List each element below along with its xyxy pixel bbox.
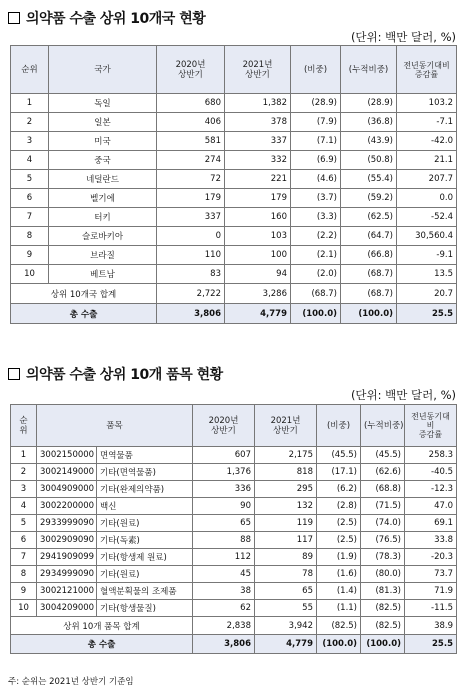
value-2020-cell: 1,376 (193, 464, 255, 481)
value-2021-cell: 3,286 (225, 284, 291, 304)
header-2021h1: 2021년 상반기 (225, 46, 291, 94)
yoy-cell: -7.1 (397, 113, 457, 132)
rank-cell: 5 (11, 515, 37, 532)
table-row (11, 600, 457, 617)
share-cell: (2.5) (317, 532, 361, 549)
value-2021-cell: 3,942 (255, 617, 317, 635)
subtotal-row-label: 상위 10개 품목 합계 (11, 617, 193, 635)
header-yoy: 전년동기대비 증감률 (405, 405, 457, 447)
share-cell: (2.2) (291, 227, 341, 246)
value-2020-cell: 274 (157, 151, 225, 170)
yoy-cell: 38.9 (405, 617, 457, 635)
product-cell: 기타(원료) (97, 566, 193, 583)
table2-title-text: 의약품 수출 상위 10개 품목 현황 (26, 367, 223, 383)
share-cell: (4.6) (291, 170, 341, 189)
hs-code-cell: 3002909090 (37, 532, 97, 549)
value-2021-cell: 332 (225, 151, 291, 170)
share-cell: (6.2) (317, 481, 361, 498)
yoy-cell: 30,560.4 (397, 227, 457, 246)
value-2020-cell: 65 (193, 515, 255, 532)
yoy-cell: 103.2 (397, 94, 457, 113)
value-2020-cell: 406 (157, 113, 225, 132)
header-2020h1: 2020년 상반기 (157, 46, 225, 94)
country-cell: 터키 (49, 208, 157, 227)
value-2021-cell: 119 (255, 515, 317, 532)
product-cell: 기타(항생물질) (97, 600, 193, 617)
table-row (11, 151, 457, 170)
header-yoy: 전년동기대비 증감률 (397, 46, 457, 94)
yoy-cell: 71.9 (405, 583, 457, 600)
value-2020-cell: 336 (193, 481, 255, 498)
value-2020-cell: 3,806 (157, 304, 225, 324)
cumshare-cell: (62.6) (361, 464, 405, 481)
share-cell: (7.9) (291, 113, 341, 132)
yoy-cell: -20.3 (405, 549, 457, 566)
total-row-label: 총 수출 (11, 635, 193, 654)
share-cell: (82.5) (317, 617, 361, 635)
value-2020-cell: 45 (193, 566, 255, 583)
country-cell: 일본 (49, 113, 157, 132)
table-row (11, 170, 457, 189)
share-cell: (68.7) (291, 284, 341, 304)
cumshare-cell: (80.0) (361, 566, 405, 583)
cumshare-cell: (64.7) (341, 227, 397, 246)
hs-code-cell: 3002200000 (37, 498, 97, 515)
country-cell: 미국 (49, 132, 157, 151)
table-row (11, 498, 457, 515)
yoy-cell: 207.7 (397, 170, 457, 189)
product-cell: 기타(독素) (97, 532, 193, 549)
table-row (11, 113, 457, 132)
rank-cell: 8 (11, 227, 49, 246)
value-2020-cell: 2,722 (157, 284, 225, 304)
share-cell: (3.7) (291, 189, 341, 208)
rank-cell: 1 (11, 447, 37, 464)
rank-cell: 2 (11, 113, 49, 132)
share-cell: (2.0) (291, 265, 341, 284)
value-2020-cell: 179 (157, 189, 225, 208)
share-cell: (2.8) (317, 498, 361, 515)
yoy-cell: 258.3 (405, 447, 457, 464)
cumshare-cell: (43.9) (341, 132, 397, 151)
share-cell: (1.6) (317, 566, 361, 583)
yoy-cell: -9.1 (397, 246, 457, 265)
subtotal-row (11, 617, 457, 635)
cumshare-cell: (82.5) (361, 617, 405, 635)
rank-cell: 5 (11, 170, 49, 189)
value-2020-cell: 110 (157, 246, 225, 265)
cumshare-cell: (28.9) (341, 94, 397, 113)
share-cell: (2.1) (291, 246, 341, 265)
header-share: (비중) (291, 46, 341, 94)
rank-cell: 3 (11, 132, 49, 151)
table-row (11, 132, 457, 151)
product-cell: 백신 (97, 498, 193, 515)
value-2020-cell: 88 (193, 532, 255, 549)
product-cell: 기타(항생제 원료) (97, 549, 193, 566)
share-cell: (3.3) (291, 208, 341, 227)
table-row (11, 532, 457, 549)
product-cell: 기타(완제의약품) (97, 481, 193, 498)
total-row (11, 635, 457, 654)
value-2021-cell: 4,779 (255, 635, 317, 654)
cumshare-cell: (100.0) (341, 304, 397, 324)
yoy-cell: 0.0 (397, 189, 457, 208)
product-cell: 기타(면역물품) (97, 464, 193, 481)
rank-cell: 8 (11, 566, 37, 583)
yoy-cell: 25.5 (397, 304, 457, 324)
value-2021-cell: 78 (255, 566, 317, 583)
value-2020-cell: 581 (157, 132, 225, 151)
cumshare-cell: (36.8) (341, 113, 397, 132)
header-2021h1: 2021년 상반기 (255, 405, 317, 447)
value-2020-cell: 607 (193, 447, 255, 464)
total-row-label: 총 수출 (11, 304, 157, 324)
cumshare-cell: (71.5) (361, 498, 405, 515)
table-row (11, 481, 457, 498)
cumshare-cell: (100.0) (361, 635, 405, 654)
cumshare-cell: (66.8) (341, 246, 397, 265)
table-row (11, 208, 457, 227)
value-2020-cell: 62 (193, 600, 255, 617)
value-2021-cell: 100 (225, 246, 291, 265)
header-2020h1: 2020년 상반기 (193, 405, 255, 447)
yoy-cell: 25.5 (405, 635, 457, 654)
subtotal-row (11, 284, 457, 304)
rank-cell: 7 (11, 549, 37, 566)
country-cell: 벨기에 (49, 189, 157, 208)
value-2020-cell: 680 (157, 94, 225, 113)
total-row (11, 304, 457, 324)
share-cell: (1.1) (317, 600, 361, 617)
country-cell: 슬로바키아 (49, 227, 157, 246)
table-row (11, 549, 457, 566)
product-cell: 기타(원료) (97, 515, 193, 532)
hs-code-cell: 3004209000 (37, 600, 97, 617)
country-cell: 네덜란드 (49, 170, 157, 189)
value-2020-cell: 90 (193, 498, 255, 515)
cumshare-cell: (76.5) (361, 532, 405, 549)
table-row (11, 447, 457, 464)
value-2020-cell: 337 (157, 208, 225, 227)
header-rank: 순 위 (11, 405, 37, 447)
cumshare-cell: (68.8) (361, 481, 405, 498)
rank-cell: 1 (11, 94, 49, 113)
value-2021-cell: 94 (225, 265, 291, 284)
hs-code-cell: 2934999090 (37, 566, 97, 583)
value-2021-cell: 818 (255, 464, 317, 481)
rank-cell: 10 (11, 265, 49, 284)
cumshare-cell: (68.7) (341, 284, 397, 304)
yoy-cell: 20.7 (397, 284, 457, 304)
share-cell: (17.1) (317, 464, 361, 481)
value-2020-cell: 38 (193, 583, 255, 600)
cumshare-cell: (59.2) (341, 189, 397, 208)
header-product: 품목 (37, 405, 193, 447)
product-cell: 면역물품 (97, 447, 193, 464)
table1-title-text: 의약품 수출 상위 10개국 현황 (26, 11, 206, 27)
country-cell: 베트남 (49, 265, 157, 284)
yoy-cell: -12.3 (405, 481, 457, 498)
value-2021-cell: 378 (225, 113, 291, 132)
value-2021-cell: 221 (225, 170, 291, 189)
value-2020-cell: 3,806 (193, 635, 255, 654)
rank-cell: 9 (11, 246, 49, 265)
value-2021-cell: 132 (255, 498, 317, 515)
table-row (11, 566, 457, 583)
value-2021-cell: 179 (225, 189, 291, 208)
value-2021-cell: 4,779 (225, 304, 291, 324)
rank-cell: 9 (11, 583, 37, 600)
value-2021-cell: 337 (225, 132, 291, 151)
share-cell: (100.0) (291, 304, 341, 324)
share-cell: (45.5) (317, 447, 361, 464)
rank-cell: 3 (11, 481, 37, 498)
yoy-cell: 21.1 (397, 151, 457, 170)
hs-code-cell: 3002150000 (37, 447, 97, 464)
value-2021-cell: 89 (255, 549, 317, 566)
value-2021-cell: 117 (255, 532, 317, 549)
table1-title (8, 8, 205, 28)
rank-cell: 7 (11, 208, 49, 227)
header-country: 국가 (49, 46, 157, 94)
yoy-cell: 47.0 (405, 498, 457, 515)
value-2020-cell: 72 (157, 170, 225, 189)
value-2020-cell: 83 (157, 265, 225, 284)
table1-unit: (단위: 백만 달러, %) (350, 30, 456, 44)
share-cell: (2.5) (317, 515, 361, 532)
hs-code-cell: 2933999090 (37, 515, 97, 532)
cumshare-cell: (78.3) (361, 549, 405, 566)
hs-code-cell: 3002149000 (37, 464, 97, 481)
table-row (11, 227, 457, 246)
country-cell: 브라질 (49, 246, 157, 265)
share-cell: (28.9) (291, 94, 341, 113)
value-2020-cell: 112 (193, 549, 255, 566)
header-cumshare: (누적비중) (341, 46, 397, 94)
table-row (11, 515, 457, 532)
table-row (11, 246, 457, 265)
table-row (11, 464, 457, 481)
share-cell: (6.9) (291, 151, 341, 170)
yoy-cell: 73.7 (405, 566, 457, 583)
yoy-cell: 13.5 (397, 265, 457, 284)
subtotal-row-label: 상위 10개국 합계 (11, 284, 157, 304)
yoy-cell: -40.5 (405, 464, 457, 481)
footnote: 주: 순위는 2021년 상반기 기준임 (8, 677, 134, 687)
table2-unit: (단위: 백만 달러, %) (350, 388, 456, 402)
hs-code-cell: 3004909000 (37, 481, 97, 498)
yoy-cell: -52.4 (397, 208, 457, 227)
cumshare-cell: (62.5) (341, 208, 397, 227)
value-2021-cell: 65 (255, 583, 317, 600)
header-rank: 순위 (11, 46, 49, 94)
rank-cell: 2 (11, 464, 37, 481)
country-cell: 독일 (49, 94, 157, 113)
cumshare-cell: (82.5) (361, 600, 405, 617)
checkbox-square-icon (8, 12, 20, 24)
table-row (11, 583, 457, 600)
cumshare-cell: (55.4) (341, 170, 397, 189)
value-2020-cell: 2,838 (193, 617, 255, 635)
rank-cell: 6 (11, 189, 49, 208)
yoy-cell: -11.5 (405, 600, 457, 617)
value-2021-cell: 160 (225, 208, 291, 227)
rank-cell: 4 (11, 498, 37, 515)
country-table (10, 45, 457, 324)
value-2021-cell: 295 (255, 481, 317, 498)
table-row (11, 94, 457, 113)
cumshare-cell: (81.3) (361, 583, 405, 600)
cumshare-cell: (45.5) (361, 447, 405, 464)
hs-code-cell: 2941909099 (37, 549, 97, 566)
value-2021-cell: 55 (255, 600, 317, 617)
value-2021-cell: 2,175 (255, 447, 317, 464)
rank-cell: 4 (11, 151, 49, 170)
value-2020-cell: 0 (157, 227, 225, 246)
cumshare-cell: (74.0) (361, 515, 405, 532)
table2-title (8, 364, 223, 384)
yoy-cell: 33.8 (405, 532, 457, 549)
value-2021-cell: 103 (225, 227, 291, 246)
yoy-cell: 69.1 (405, 515, 457, 532)
share-cell: (100.0) (317, 635, 361, 654)
header-share: (비중) (317, 405, 361, 447)
table-row (11, 189, 457, 208)
hs-code-cell: 3002121000 (37, 583, 97, 600)
yoy-cell: -42.0 (397, 132, 457, 151)
checkbox-square-icon (8, 368, 20, 380)
rank-cell: 6 (11, 532, 37, 549)
cumshare-cell: (68.7) (341, 265, 397, 284)
table-row (11, 265, 457, 284)
value-2021-cell: 1,382 (225, 94, 291, 113)
cumshare-cell: (50.8) (341, 151, 397, 170)
product-cell: 혈액분획물의 조제품 (97, 583, 193, 600)
rank-cell: 10 (11, 600, 37, 617)
country-cell: 중국 (49, 151, 157, 170)
product-table (10, 404, 457, 654)
share-cell: (7.1) (291, 132, 341, 151)
share-cell: (1.9) (317, 549, 361, 566)
share-cell: (1.4) (317, 583, 361, 600)
header-cumshare: (누적비중) (361, 405, 405, 447)
